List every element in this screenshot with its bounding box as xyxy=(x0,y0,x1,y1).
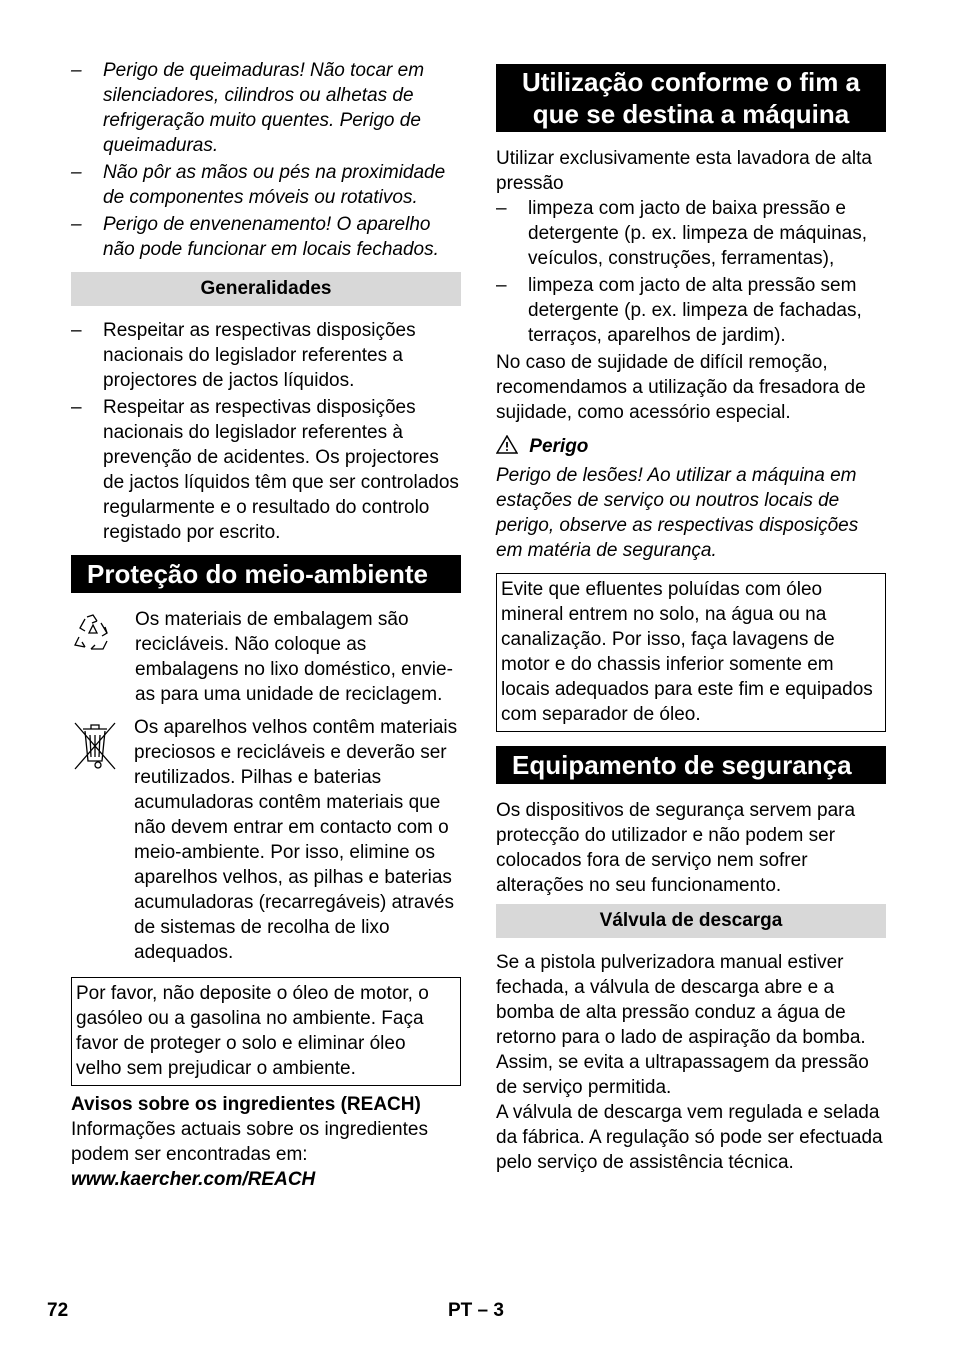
dash-bullet: – xyxy=(71,397,82,418)
utilizacao-item xyxy=(496,273,886,348)
perigo-label-row xyxy=(496,434,886,459)
generalidades-item xyxy=(71,395,461,545)
warning-triangle-icon xyxy=(496,436,523,457)
generalidades-item xyxy=(71,318,461,393)
oil-notice-text: Por favor, não deposite o óleo de motor, o gasóleo ou a gasolina no ambiente. Faça favor de proteger o solo e eliminar óleo velho sem prejudicar o ambiente. xyxy=(76,983,429,1079)
generalidades-text: Respeitar as respectivas disposições nacionais do legislador referentes à prevenção de acidentes. Os projectores de jactos líquidos têm que ser controlados regularmente e o resultado do controlo registado por escrito. xyxy=(103,397,459,543)
recycling-icon xyxy=(71,611,119,659)
utilizacao-heading: Utilização conforme o fim a que se destina a máquina xyxy=(496,64,886,132)
utilizacao-item xyxy=(496,196,886,271)
right-column xyxy=(496,64,886,1175)
dash-bullet: – xyxy=(496,198,507,219)
dash-bullet: – xyxy=(71,60,82,81)
ambiente-heading: Proteção do meio-ambiente xyxy=(71,555,461,593)
valvula-heading: Válvula de descarga xyxy=(496,904,886,938)
recycling-block xyxy=(71,607,461,707)
oil-notice-box xyxy=(71,977,461,1086)
warning-text: Não pôr as mãos ou pés na proximidade de componentes móveis ou rotativos. xyxy=(103,162,446,208)
warning-item xyxy=(71,58,461,158)
seguranca-heading: Equipamento de segurança xyxy=(496,746,886,784)
valvula-text-2: A válvula de descarga vem regulada e selada da fábrica. A regulação só pode ser efectuada pelo serviço de assistência técnica. xyxy=(496,1102,883,1173)
sujidade-text: No caso de sujidade de difícil remoção, recomendamos a utilização da fresadora de sujidade, como acessório especial. xyxy=(496,352,866,423)
weee-block xyxy=(71,715,461,965)
dash-bullet: – xyxy=(71,162,82,183)
efluentes-text: Evite que efluentes poluídas com óleo mineral entrem no solo, na água ou na canalização. Por isso, faça lavagens de motor e do chassis inferior somente em locais adequados para este fim e equipados com separador de óleo. xyxy=(501,579,873,725)
recycling-text: Os materiais de embalagem são recicláveis. Não coloque as embalagens no lixo doméstico, envie-as para uma unidade de reciclagem. xyxy=(135,609,453,705)
warning-item xyxy=(71,212,461,262)
utilizacao-text: limpeza com jacto de alta pressão sem detergente (p. ex. limpeza de fachadas, terraços, aparelhos de jardim). xyxy=(528,275,862,346)
warning-text: Perigo de queimaduras! Não tocar em silenciadores, cilindros ou alhetas de refrigeração muito quentes. Perigo de queimaduras. xyxy=(103,60,425,156)
reach-text: Informações actuais sobre os ingredientes podem ser encontradas em: xyxy=(71,1119,428,1165)
page-label: PT – 3 xyxy=(448,1300,504,1321)
warning-item xyxy=(71,160,461,210)
seguranca-text: Os dispositivos de segurança servem para protecção do utilizador e não podem ser colocados fora de serviço nem sofrer alterações no seu funcionamento. xyxy=(496,800,856,896)
utilizacao-text: limpeza com jacto de baixa pressão e detergente (p. ex. limpeza de máquinas, veículos, construções, ferramentas), xyxy=(528,198,868,269)
generalidades-heading: Generalidades xyxy=(71,272,461,306)
dash-bullet: – xyxy=(496,275,507,296)
weee-text: Os aparelhos velhos contêm materiais preciosos e recicláveis e deverão ser reutilizados. Pilhas e baterias acumuladoras contêm materiais que não devem entrar em contacto com o meio-ambiente. Por isso, elimine os aparelhos velhos, as pilhas e baterias acumuladoras (recarregáveis) através de sistemas de recolha de lixo adequados. xyxy=(134,717,458,963)
reach-heading: Avisos sobre os ingredientes (REACH) xyxy=(71,1094,421,1115)
perigo-text: Perigo de lesões! Ao utilizar a máquina em estações de serviço ou noutros locais de perigo, observe as respectivas disposições em matéria de segurança. xyxy=(496,465,859,561)
warning-text: Perigo de envenenamento! O aparelho não pode funcionar em locais fechados. xyxy=(103,214,439,260)
perigo-label: Perigo xyxy=(529,436,589,457)
valvula-text-1: Se a pistola pulverizadora manual estiver fechada, a válvula de descarga abre e a bomba de alta pressão conduz a água de retorno para o lado de aspiração da bomba. Assim, se evita a ultrapassagem da pressão de serviço permitida. xyxy=(496,952,869,1098)
page-number: 72 xyxy=(47,1300,69,1321)
reach-block xyxy=(71,1092,461,1192)
efluentes-box xyxy=(496,573,886,732)
left-column xyxy=(71,58,461,1192)
reach-link[interactable]: www.kaercher.com/REACH xyxy=(71,1169,316,1190)
dash-bullet: – xyxy=(71,320,82,341)
crossed-bin-icon xyxy=(71,719,119,767)
utilizacao-intro: Utilizar exclusivamente esta lavadora de alta pressão xyxy=(496,148,872,194)
dash-bullet: – xyxy=(71,214,82,235)
generalidades-text: Respeitar as respectivas disposições nacionais do legislador referentes a projectores de jactos líquidos. xyxy=(103,320,416,391)
